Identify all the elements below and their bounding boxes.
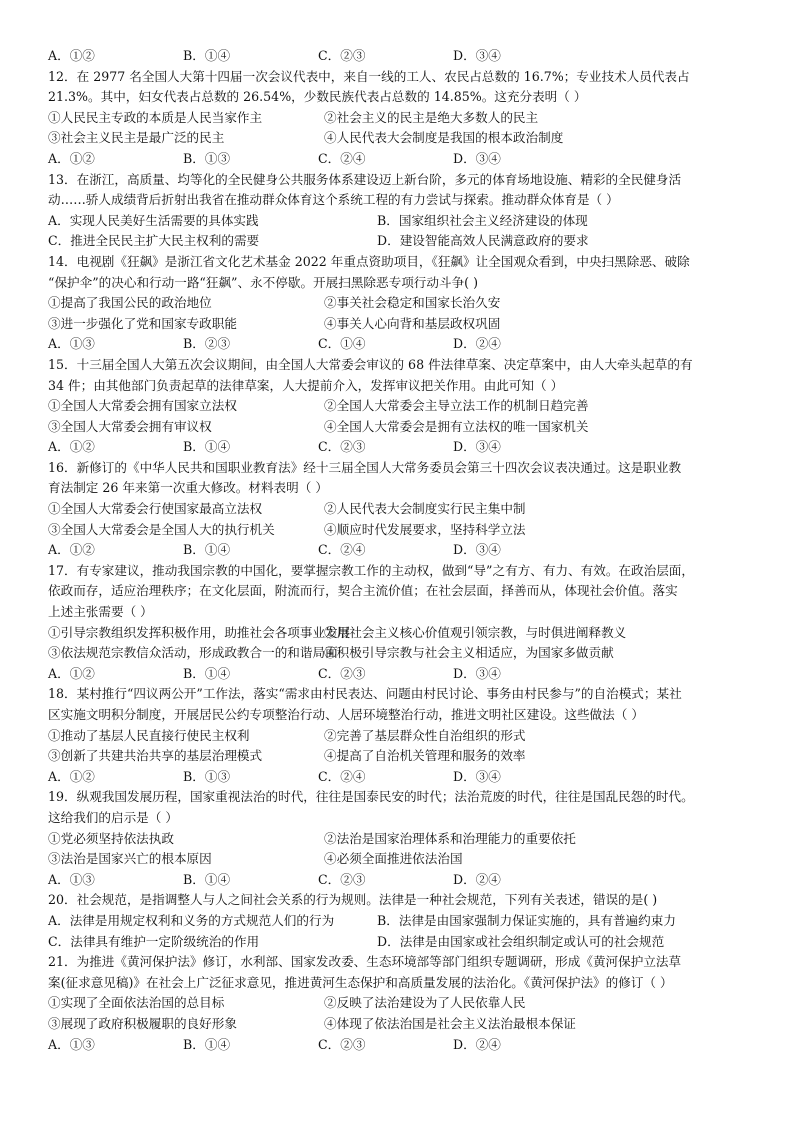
statement-item: ③社会主义民主是最广泛的民主 [48,130,225,146]
statement-item: ④全国人大常委会是拥有立法权的唯一国家机关 [324,418,589,434]
answer-option: B．国家组织社会主义经济建设的体现 [377,212,588,228]
answer-option: A．①③ [48,336,95,352]
question-text-line: 区实施文明积分制度，开展居民公约专项整治行动、人居环境整治行动，推进文明社区建设。这些做法（ ） [48,707,644,722]
statement-item: ④事关人心向背和基层政权巩固 [324,315,501,331]
statement-row [48,520,752,541]
statement-item: ③全国人大常委会拥有审议权 [48,418,212,434]
statement-row [48,746,752,767]
answer-option: A．①② [48,48,95,63]
answer-options [48,1035,752,1056]
statement-item: ②全国人大常委会主导立法工作的机制日趋完善 [324,398,589,414]
exam-page [48,46,752,1055]
answer-option: A．①② [48,768,95,784]
answer-option: B．①④ [183,439,231,455]
statement-item: ②反映了法治建设为了人民依靠人民 [324,995,526,1011]
question-text-line: 18．某村推行“四议两公开”工作法，落实“需求由村民表达、问题由村民讨论、事务由村民参与”的自治模式；某社 [48,686,682,702]
statement-row [48,417,752,438]
answer-option: C．②③ [318,665,366,681]
answer-options [48,46,752,67]
question-text-line: 14．电视剧《狂飙》是浙江省文化艺术基金 2022 年重点资助项目，《狂飙》让全国观众看到，中央扫黑除恶、破除 [48,253,690,269]
answer-option: B．②③ [183,336,231,352]
answer-option: C．②③ [318,1036,366,1052]
answer-option: A．①② [48,665,95,681]
answer-options [48,664,752,685]
question-text-line: 21.3%。其中，妇女代表占总数的 26.54%，少数民族代表占总数的 14.85%。这充分表明（ ） [48,89,587,105]
answer-option: C．①④ [318,336,366,352]
question-text-line: 这给我们的启示是（ ） [48,809,178,825]
statement-row [48,643,752,664]
answer-option: B．①③ [183,150,231,166]
statement-item: ②完善了基层群众性自治组织的形式 [324,727,526,743]
statement-item: ①党必须坚持依法执政 [48,830,174,846]
statement-item: ①全国人大常委会拥有国家立法权 [48,398,237,414]
answer-option: A．法律是用规定权利和义务的方式规范人们的行为 [48,912,335,928]
statement-row [48,314,752,335]
answer-option: D．③④ [453,48,501,63]
statement-item: ③进一步强化了党和国家专政职能 [48,315,237,331]
statement-item: ③依法规范宗教信众活动，形成政教合一的和谐局面 [48,645,338,661]
question-text-line: 16．新修订的《中华人民共和国职业教育法》经十三届全国人大常务委员会第三十四次会议表决通过。这是职业教 [48,459,682,475]
answer-option: C．②④ [318,768,366,784]
answer-option: A．①② [48,439,95,455]
statement-row [48,1014,752,1035]
question-text-line: 20．社会规范，是指调整人与人之间社会关系的行为规则。法律是一种社会规范，下列有关表述，错误的是( ) [48,892,658,908]
answer-option: A．①③ [48,871,95,887]
answer-option: D．③④ [453,439,501,455]
answer-option: D．③④ [453,150,501,166]
statement-item: ④顺应时代发展要求，坚持科学立法 [324,521,526,537]
statement-item: ①实现了全面依法治国的总目标 [48,995,225,1011]
statement-row [48,726,752,747]
statement-item: ②法治是国家治理体系和治理能力的重要依托 [324,830,576,846]
answer-option: D．③④ [453,542,501,558]
answer-options [48,932,752,953]
question-text-line: 动……骄人成绩背后折射出我省在推动群众体育这个系统工程的有力尝试与探索。推动群众体育是（ ） [48,192,619,208]
statement-row [48,396,752,417]
answer-option: C．②③ [318,48,366,63]
statement-row [48,499,752,520]
answer-options [48,870,752,891]
answer-option: A．实现人民美好生活需要的具体实践 [48,212,259,228]
statement-item: ②用社会主义核心价值观引领宗教，与时俱进阐释教义 [324,624,627,640]
answer-option: B．法律是由国家强制力保证实施的，具有普遍约束力 [377,912,676,928]
statement-row [48,108,752,129]
answer-options [48,149,752,170]
answer-options [48,437,752,458]
question-text-line: 案(征求意见稿)》在社会上广泛征求意见，推进黄河生态保护和高质量发展的法治化。《黄河保护法》的修订（ ） [48,974,673,990]
answer-option: D．③④ [453,768,501,784]
answer-option: A．①② [48,150,95,166]
statement-item: ①推动了基层人民直接行使民主权利 [48,727,250,743]
answer-option: B．①④ [183,48,231,63]
statement-item: ④体现了依法治国是社会主义法治最根本保证 [324,1015,576,1031]
statement-item: ④提高了自治机关管理和服务的效率 [324,748,526,764]
statement-row [48,849,752,870]
answer-option: D．法律是由国家或社会组织制定或认可的社会规范 [377,933,665,949]
answer-options [48,334,752,355]
statement-item: ①提高了我国公民的政治地位 [48,295,212,311]
question-text-line: 依政而存，适应治理秩序；在文化层面，附流而行，契合主流价值；在社会层面，择善而从，体现社会价值。落实 [48,583,678,599]
statement-item: ④积极引导宗教与社会主义相适应，为国家多做贡献 [324,645,614,661]
question-text-line: 17．有专家建议，推动我国宗教的中国化，要掌握宗教工作的主动权，做到“导”之有方、有力、有效。在政治层面， [48,562,694,578]
answer-options [48,540,752,561]
statement-row [48,128,752,149]
statement-item: ④必须全面推进依法治国 [324,851,463,867]
answer-option: C．②③ [318,439,366,455]
question-text-line: 34 件；由其他部门负责起草的法律草案，人大提前介入，发挥审议把关作用。由此可知（ ） [48,377,564,393]
statement-item: ③全国人大常委会是全国人大的执行机关 [48,521,275,537]
question-text-line: 上述主张需要（ ） [48,604,153,620]
statement-row [48,829,752,850]
statement-row [48,993,752,1014]
statement-item: ②事关社会稳定和国家长治久安 [324,295,501,311]
answer-option: D．③④ [453,665,501,681]
answer-option: C．推进全民民主扩大民主权利的需要 [48,233,260,249]
answer-options [48,767,752,788]
answer-option: D．建设智能高效人民满意政府的要求 [377,233,589,249]
answer-option: B．①③ [183,768,231,784]
statement-item: ①全国人大常委会行使国家最高立法权 [48,501,263,517]
answer-option: D．②④ [453,1036,501,1052]
answer-option: D．②④ [453,871,501,887]
statement-item: ①人民民主专政的本质是人民当家作主 [48,109,263,125]
statement-row [48,623,752,644]
answer-options [48,231,752,252]
question-text-line: 21．为推进《黄河保护法》修订，水利部、国家发改委、生态环境部等部门组织专题调研，形成《黄河保护立法草 [48,954,682,970]
answer-options [48,911,752,932]
question-text-line: 12．在 2977 名全国人大第十四届一次会议代表中，来自一线的工人、农民占总数的 16.7%；专业技术人员代表占 [48,68,690,84]
answer-option: B．①④ [183,542,231,558]
answer-option: C．②④ [318,150,366,166]
answer-option: B．①④ [183,871,231,887]
statement-item: ②人民代表大会制度实行民主集中制 [324,501,526,517]
answer-option: B．①④ [183,665,231,681]
question-text-line: 育法制定 26 年来第一次重大修改。材料表明（ ） [48,480,328,496]
answer-option: C．②③ [318,871,366,887]
statement-item: ②社会主义的民主是绝大多数人的民主 [324,109,539,125]
statement-item: ③创新了共建共治共享的基层治理模式 [48,748,263,764]
question-text-line: 19．纵观我国发展历程，国家重视法治的时代，往往是国泰民安的时代；法治荒废的时代，往往是国乱民怨的时代。 [48,789,694,805]
statement-item: ③法治是国家兴亡的根本原因 [48,851,212,867]
answer-option: A．①③ [48,1036,95,1052]
answer-options [48,211,752,232]
statement-item: ④人民代表大会制度是我国的根本政治制度 [324,130,564,146]
answer-option: C．②④ [318,542,366,558]
question-text-line: 13．在浙江，高质量、均等化的全民健身公共服务体系建设迈上新台阶，多元的体育场地设施、精彩的全民健身活 [48,171,682,187]
statement-row [48,293,752,314]
answer-option: B．①④ [183,1036,231,1052]
question-text-line: “保护伞”的决心和行动一路“狂飙”、永不停歇。开展扫黑除恶专项行动斗争( ) [48,274,478,290]
statement-item: ①引导宗教组织发挥积极作用，助推社会各项事业发展 [48,624,351,640]
statement-item: ③展现了政府积极履职的良好形象 [48,1015,237,1031]
answer-option: A．①② [48,542,95,558]
question-text-line: 15．十三届全国人大第五次会议期间，由全国人大常委会审议的 68 件法律草案、决定草案中，由人大牵头起草的有 [48,356,693,372]
answer-option: C．法律具有维护一定阶级统治的作用 [48,933,260,949]
answer-option: D．②④ [453,336,501,352]
